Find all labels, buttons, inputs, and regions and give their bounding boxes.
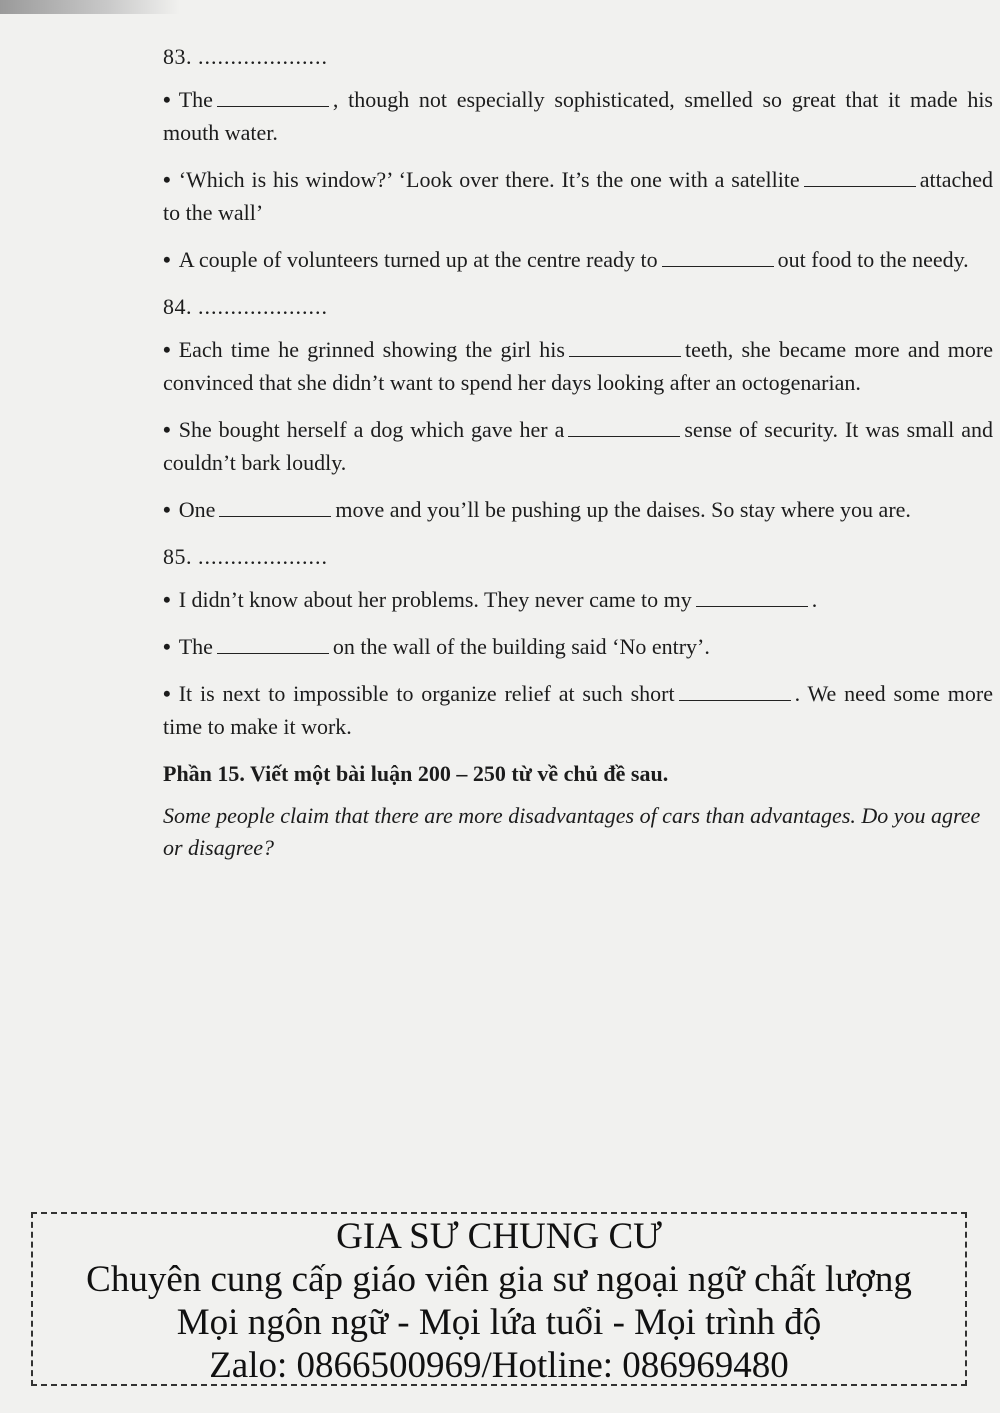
list-item: • She bought herself a dog which gave her a sense of security. It was small and couldn’t bark loudly. — [163, 417, 993, 475]
exercise-content — [163, 40, 993, 864]
ad-line-contact: Zalo: 0866500969/Hotline: 086969480 — [209, 1345, 789, 1386]
bullet-icon: • — [163, 497, 171, 522]
answer-blank[interactable] — [219, 496, 331, 517]
bullet-icon: • — [163, 417, 171, 442]
answer-blank[interactable] — [679, 680, 791, 701]
answer-blank[interactable] — [569, 336, 681, 357]
section-title: Phần 15. Viết một bài luận 200 – 250 từ về chủ đề sau. — [163, 761, 669, 786]
list-item: • A couple of volunteers turned up at the centre ready to out food to the needy. — [163, 247, 969, 272]
list-item: • One move and you’ll be pushing up the daises. So stay where you are. — [163, 497, 911, 522]
answer-blank[interactable] — [696, 586, 808, 607]
answer-blank[interactable] — [804, 166, 916, 187]
list-item: • The on the wall of the building said ‘No entry’. — [163, 634, 710, 659]
question-number-84: 84. .................... — [163, 294, 328, 319]
list-item: • It is next to impossible to organize relief at such short . We need some more time to make it work. — [163, 681, 993, 739]
bullet-icon: • — [163, 681, 171, 706]
bullet-icon: • — [163, 634, 171, 659]
advertisement-box — [31, 1212, 967, 1386]
list-item: • The , though not especially sophisticated, smelled so great that it made his mouth water. — [163, 87, 993, 145]
bullet-icon: • — [163, 87, 171, 112]
bullet-icon: • — [163, 167, 171, 192]
list-item: • I didn’t know about her problems. They never came to my . — [163, 587, 818, 612]
question-number-85: 85. .................... — [163, 544, 328, 569]
ad-line-services: Chuyên cung cấp giáo viên gia sư ngoại ngữ chất lượng — [86, 1259, 912, 1300]
list-item: • Each time he grinned showing the girl his teeth, she became more and more convinced that she didn’t want to spend her days looking after an octogenarian. — [163, 337, 994, 395]
list-item: • ‘Which is his window?’ ‘Look over there. It’s the one with a satellite attached to the wall’ — [163, 167, 993, 225]
scan-edge-shadow — [0, 0, 180, 14]
bullet-icon: • — [163, 587, 171, 612]
ad-title: GIA SƯ CHUNG CƯ — [336, 1216, 662, 1257]
ad-line-audience: Mọi ngôn ngữ - Mọi lứa tuổi - Mọi trình độ — [176, 1302, 822, 1343]
answer-blank[interactable] — [662, 246, 774, 267]
bullet-icon: • — [163, 247, 171, 272]
bullet-icon: • — [163, 337, 171, 362]
answer-blank[interactable] — [217, 86, 329, 107]
essay-prompt: Some people claim that there are more disadvantages of cars than advantages. Do you agree or disagree? — [163, 803, 981, 860]
answer-blank[interactable] — [568, 416, 680, 437]
answer-blank[interactable] — [217, 633, 329, 654]
question-number-83: 83. .................... — [163, 44, 328, 69]
